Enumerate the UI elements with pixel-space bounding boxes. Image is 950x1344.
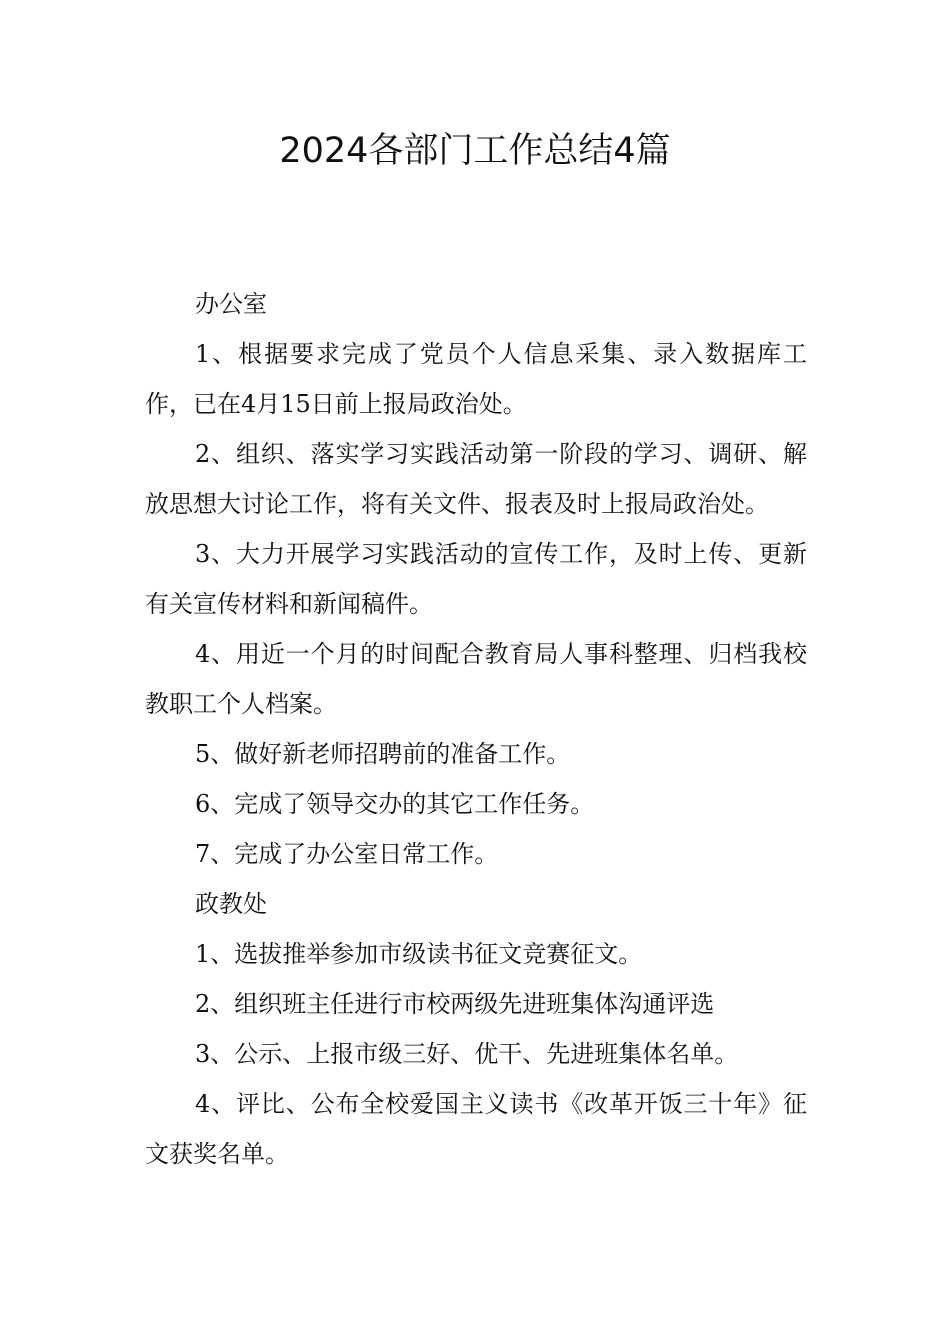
section-heading-office: 办公室 [195, 290, 267, 318]
paragraph: 5、做好新老师招聘前的准备工作。 [195, 740, 571, 768]
section-heading-political-education: 政教处 [195, 890, 267, 918]
paragraph: 4、评比、公布全校爱国主义读书《改革开饭三十年》征文获奖名单。 [145, 1090, 807, 1168]
paragraph: 6、完成了领导交办的其它工作任务。 [195, 790, 595, 818]
paragraph: 7、完成了办公室日常工作。 [195, 840, 499, 868]
paragraph: 1、根据要求完成了党员个人信息采集、录入数据库工作，已在4月15日前上报局政治处。 [145, 340, 807, 418]
document-title: 2024各部门工作总结4篇 [279, 131, 671, 171]
paragraph: 4、用近一个月的时间配合教育局人事科整理、归档我校教职工个人档案。 [145, 640, 807, 718]
paragraph: 2、组织班主任进行市校两级先进班集体沟通评选 [195, 990, 715, 1018]
paragraph: 3、大力开展学习实践活动的宣传工作，及时上传、更新有关宣传材料和新闻稿件。 [145, 540, 807, 618]
paragraph: 1、选拔推举参加市级读书征文竞赛征文。 [195, 940, 643, 968]
paragraph: 2、组织、落实学习实践活动第一阶段的学习、调研、解放思想大讨论工作，将有关文件、报表及时上报局政治处。 [145, 440, 807, 518]
paragraph: 3、公示、上报市级三好、优干、先进班集体名单。 [195, 1040, 739, 1068]
document-body [145, 279, 807, 1179]
